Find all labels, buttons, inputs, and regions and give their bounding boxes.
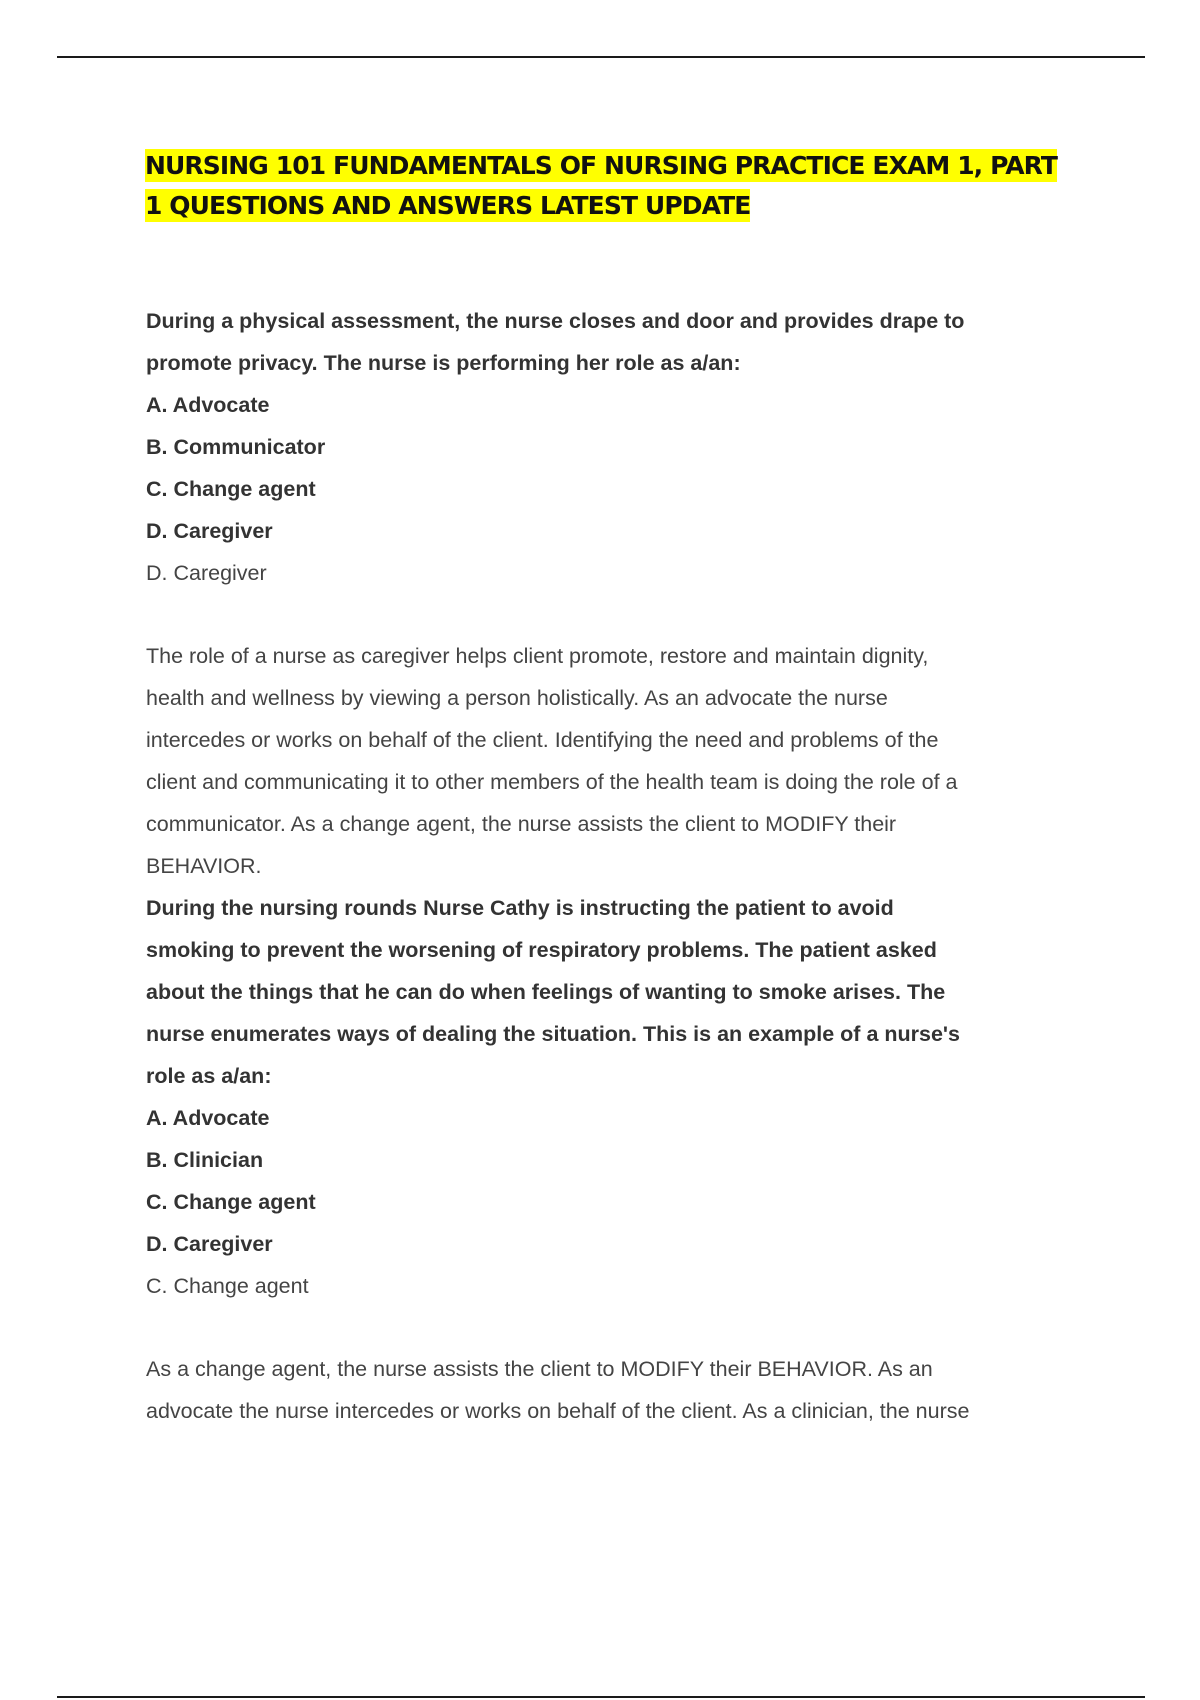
question-block-1	[146, 300, 1086, 887]
option-d: D. Caregiver	[146, 1232, 273, 1256]
document-title	[145, 146, 1085, 226]
question-text: During a physical assessment, the nurse closes and door and provides drape to promote privacy. The nurse is performing her role as a/an:	[146, 309, 965, 375]
option-c: C. Change agent	[146, 477, 316, 501]
footer-rule	[57, 1696, 1145, 1698]
option-a: A. Advocate	[146, 1106, 270, 1130]
title-line-2: 1 QUESTIONS AND ANSWERS LATEST UPDATE	[145, 191, 751, 220]
answer: D. Caregiver	[146, 561, 267, 585]
option-b: B. Communicator	[146, 435, 326, 459]
option-b: B. Clinician	[146, 1148, 264, 1172]
option-a: A. Advocate	[146, 393, 270, 417]
answer: C. Change agent	[146, 1274, 309, 1298]
option-d: D. Caregiver	[146, 519, 273, 543]
explanation: As a change agent, the nurse assists the client to MODIFY their BEHAVIOR. As an advocate the nurse intercedes or works on behalf of the client. As a clinician, the nurse	[146, 1357, 970, 1423]
question-text: During the nursing rounds Nurse Cathy is instructing the patient to avoid smoking to prevent the worsening of respiratory problems. The patient asked about the things that he can do when feelings of wanting to smoke arises. The nurse enumerates ways of dealing the situation. This is an example of a nurse's role as a/an:	[146, 896, 960, 1088]
option-c: C. Change agent	[146, 1190, 316, 1214]
question-block-2	[146, 887, 1086, 1432]
explanation: The role of a nurse as caregiver helps client promote, restore and maintain dignity, health and wellness by viewing a person holistically. As an advocate the nurse intercedes or works on behalf of the client. Identifying the need and problems of the client and communicating it to other members of the health team is doing the role of a communicator. As a change agent, the nurse assists the client to MODIFY their BEHAVIOR.	[146, 644, 958, 878]
header-rule	[57, 56, 1145, 58]
title-line-1: NURSING 101 FUNDAMENTALS OF NURSING PRACTICE EXAM 1, PART	[145, 151, 1058, 180]
document-body	[146, 300, 1086, 1432]
